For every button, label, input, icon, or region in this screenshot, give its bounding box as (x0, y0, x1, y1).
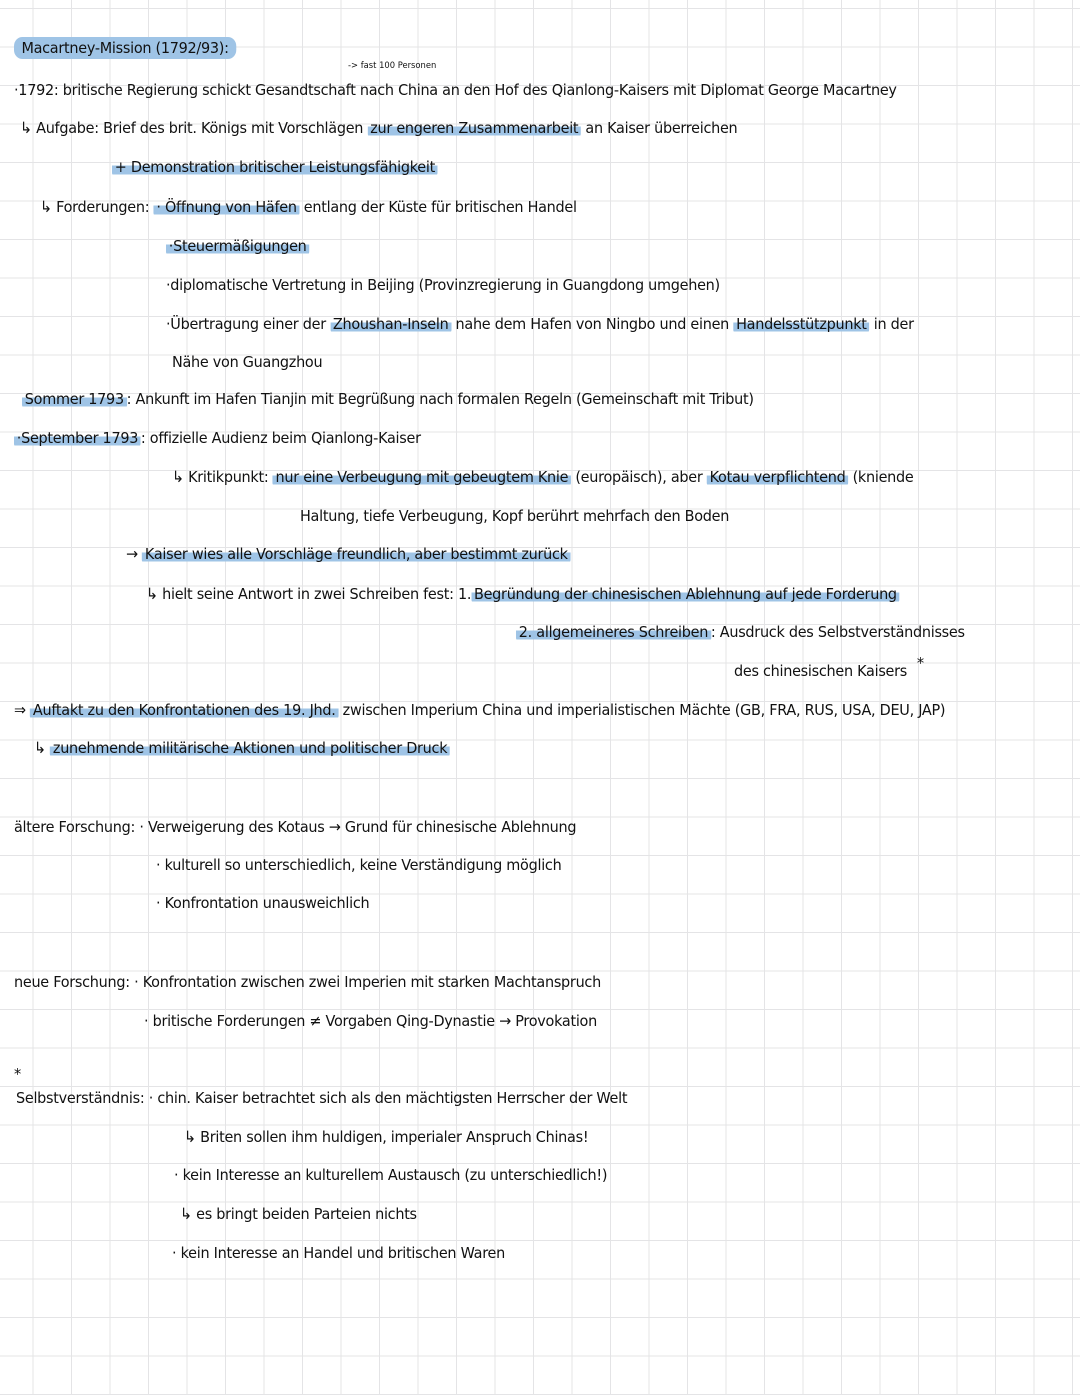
annotation-note (348, 61, 436, 72)
kein-austausch-text: · kein Interesse an kulturellem Austausch (zu unterschiedlich!) (174, 1166, 608, 1184)
line-konfrontation (156, 893, 369, 913)
kaiser-wies-highlight: Kaiser wies alle Vorschläge freundlich, aber bestimmt zurück (142, 545, 570, 563)
arrow-icon: ↳ (184, 1128, 196, 1146)
line-september-1793 (14, 428, 421, 448)
line-sommer-1793 (22, 389, 754, 409)
september-text: : offizielle Audienz beim Qianlong-Kaiser (140, 429, 421, 447)
footnote-star-icon: * (14, 1065, 21, 1083)
militaer-highlight: zunehmende militärische Aktionen und politischer Druck (50, 739, 450, 757)
britische-forderungen-text: · britische Forderungen ≠ Vorgaben Qing-Dynastie → Provokation (144, 1012, 597, 1030)
line-demonstration (112, 157, 438, 177)
uebertragung-text: ·Übertragung einer der (166, 315, 331, 333)
aufgabe-text-end: an Kaiser überreichen (581, 119, 738, 137)
line-uebertragung (166, 314, 914, 334)
line-briten (184, 1127, 588, 1147)
aufgabe-text: Brief des brit. Königs mit Vorschlägen (103, 119, 368, 137)
haltung-text: Haltung, tiefe Verbeugung, Kopf berührt mehrfach den Boden (300, 507, 730, 525)
footnote-star-icon: * (916, 654, 924, 672)
konfrontation-text: · Konfrontation unausweichlich (156, 894, 370, 912)
arrow-icon: ↳ (34, 739, 46, 757)
forderungen-text-end: entlang der Küste für britischen Handel (299, 198, 577, 216)
diplomatie-text: ·diplomatische Vertretung in Beijing (Provinzregierung in Guangdong umgehen) (166, 276, 720, 294)
zhoushan-highlight: Zhoushan-Inseln (330, 315, 451, 333)
chin-kaiser-text: des chinesischen Kaisers (734, 662, 908, 680)
line-guangzhou (172, 352, 322, 372)
line-diplomatie (166, 275, 720, 295)
line-1792-text: britische Regierung schickt Gesandtschaft nach China an den Hof des Qianlong-Kaisers mit Diplomat George Macartney (62, 81, 897, 99)
arrow-icon: ↳ (40, 198, 52, 216)
line-kaiser-wies (126, 544, 571, 564)
line-chin-kaiser (734, 654, 924, 681)
line-forderungen (40, 197, 577, 217)
arrow-icon: ↳ (172, 468, 184, 486)
line-kein-austausch (174, 1165, 607, 1185)
line-neue-forschung (14, 972, 601, 992)
parteien-text: es bringt beiden Parteien nichts (196, 1205, 417, 1223)
line-selbstverstaendnis (16, 1088, 627, 1108)
footnote-marker (14, 1064, 21, 1084)
arrow-icon: → (126, 545, 138, 563)
handel-highlight: Handelsstützpunkt (733, 315, 869, 333)
page-title (14, 38, 236, 58)
line-1792 (14, 80, 897, 100)
line-britische-forderungen (144, 1011, 597, 1031)
uebertragung-end: in der (869, 315, 914, 333)
line-steuer (166, 236, 309, 256)
aeltere-forschung-text: · Verweigerung des Kotaus → Grund für chinesische Ablehnung (139, 818, 577, 836)
title-text: Macartney-Mission (1792/93): (14, 37, 236, 59)
neue-forschung-label: neue Forschung: (14, 973, 135, 991)
arrow-icon: ↳ (180, 1205, 192, 1223)
line-parteien (180, 1204, 417, 1224)
schreiben-2-text: : Ausdruck des Selbstverständnisses (710, 623, 965, 641)
line-auftakt (14, 700, 945, 720)
schreiben-2-highlight: 2. allgemeineres Schreiben (516, 623, 711, 641)
line-kein-handel (172, 1243, 505, 1263)
aufgabe-highlight: zur engeren Zusammenarbeit (367, 119, 581, 137)
guangzhou-text: Nähe von Guangzhou (172, 353, 323, 371)
line-kulturell (156, 855, 561, 875)
auftakt-highlight: Auftakt zu den Konfrontationen des 19. Jhd. (30, 701, 338, 719)
line-aeltere-forschung (14, 817, 576, 837)
briten-text: Briten sollen ihm huldigen, imperialer Anspruch Chinas! (200, 1128, 589, 1146)
kritikpunkt-mid: (europäisch), aber (571, 468, 707, 486)
neue-forschung-text: · Konfrontation zwischen zwei Imperien mit starken Machtanspruch (134, 973, 601, 991)
steuer-text: ·Steuermäßigungen (166, 237, 309, 255)
arrow-icon: ↳ (146, 585, 158, 603)
begruendung-highlight: Begründung der chinesischen Ablehnung auf jede Forderung (471, 585, 899, 603)
uebertragung-mid: nahe dem Hafen von Ningbo und einen (451, 315, 734, 333)
forderungen-highlight: · Öffnung von Häfen (154, 198, 300, 216)
kulturell-text: · kulturell so unterschiedlich, keine Verständigung möglich (156, 856, 562, 874)
verbeugung-highlight: nur eine Verbeugung mit gebeugtem Knie (273, 468, 571, 486)
selbstverstaendnis-label: Selbstverständnis: (16, 1089, 149, 1107)
arrow-icon: ↳ (20, 119, 32, 137)
kritikpunkt-label: Kritikpunkt: (188, 468, 273, 486)
kein-handel-text: · kein Interesse an Handel und britischen Waren (172, 1244, 505, 1262)
selbstverstaendnis-text: · chin. Kaiser betrachtet sich als den mächtigsten Herrscher der Welt (148, 1089, 628, 1107)
antwort-text: hielt seine Antwort in zwei Schreiben fest: 1. (162, 585, 472, 603)
line-schreiben-2 (516, 622, 965, 642)
line-aufgabe (20, 118, 737, 138)
line-kritikpunkt (172, 467, 914, 487)
annotation-note-text: -> fast 100 Personen (348, 61, 437, 71)
forderungen-label: Forderungen: (56, 198, 154, 216)
kotau-highlight: Kotau verpflichtend (707, 468, 848, 486)
line-militaer (34, 738, 450, 758)
september-label: ·September 1793 (14, 429, 141, 447)
sommer-text: : Ankunft im Hafen Tianjin mit Begrüßung nach formalen Regeln (Gemeinschaft mit Tribut) (126, 390, 754, 408)
demonstration-text: + Demonstration britischer Leistungsfähigkeit (112, 158, 438, 176)
sommer-label: Sommer 1793 (22, 390, 127, 408)
aeltere-forschung-label: ältere Forschung: (14, 818, 140, 836)
line-haltung (300, 506, 729, 526)
bullet-year: ·1792: (14, 81, 63, 99)
auftakt-text: zwischen Imperium China und imperialistischen Mächte (GB, FRA, RUS, USA, DEU, JAP) (338, 701, 946, 719)
kritikpunkt-tail: (kniende (848, 468, 914, 486)
line-antwort (146, 584, 900, 604)
aufgabe-label: Aufgabe: (36, 119, 104, 137)
double-arrow-icon: ⇒ (14, 701, 26, 719)
